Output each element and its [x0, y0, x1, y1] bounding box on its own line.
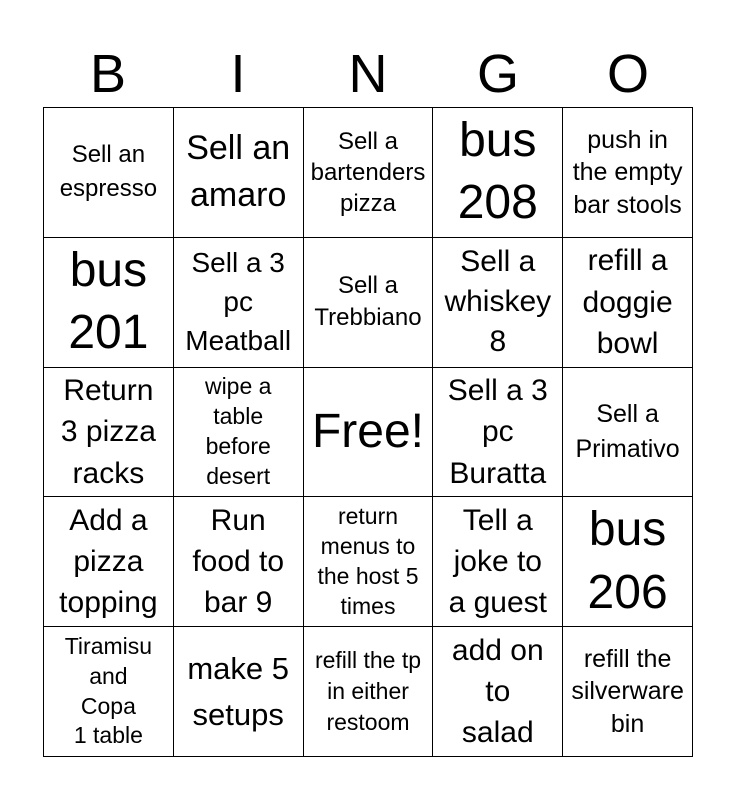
bingo-cell-r5c5[interactable] — [563, 627, 693, 757]
bingo-cell-r2c4[interactable] — [433, 238, 563, 368]
cell-text: Add a pizza topping — [59, 503, 158, 620]
bingo-cell-r2c2[interactable] — [174, 238, 304, 368]
cell-text: Sell a Trebbiano — [314, 271, 422, 332]
header-letter-n: N — [348, 44, 388, 104]
header-letter-b: B — [89, 44, 127, 104]
bingo-cell-r2c5[interactable] — [563, 238, 693, 368]
bingo-cell-r3c1[interactable] — [44, 368, 174, 498]
cell-text: Sell a 3 pc Meatball — [185, 247, 292, 356]
cell-text: push in the empty bar stools — [572, 125, 683, 219]
bingo-card-grid — [43, 107, 693, 757]
cell-text: bus 206 — [587, 503, 668, 619]
bingo-cell-r5c3[interactable] — [304, 627, 434, 757]
cell-text: Run food to bar 9 — [192, 503, 285, 620]
cell-text: Sell a bartenders pizza — [310, 127, 426, 217]
cell-text: refill the tp in either restoom — [314, 646, 422, 736]
header-letter-g: G — [476, 44, 519, 104]
bingo-cell-r5c4[interactable] — [433, 627, 563, 757]
cell-text: Sell a whiskey 8 — [444, 244, 552, 359]
cell-text: return menus to the host 5 times — [317, 503, 419, 619]
cell-text: refill a doggie bowl — [582, 244, 673, 360]
bingo-cell-r1c5[interactable] — [563, 108, 693, 238]
bingo-cell-r2c3[interactable] — [304, 238, 434, 368]
bingo-cell-r3c5[interactable] — [563, 368, 693, 498]
bingo-cell-r1c2[interactable] — [174, 108, 304, 238]
cell-text: Sell a 3 pc Buratta — [447, 373, 548, 490]
header-letter-i: I — [230, 44, 246, 104]
cell-text: Sell an espresso — [59, 140, 158, 203]
cell-text: Tell a joke to a guest — [448, 503, 547, 620]
bingo-cell-r1c3[interactable] — [304, 108, 434, 238]
bingo-cell-r1c4[interactable] — [433, 108, 563, 238]
cell-text: bus 208 — [457, 114, 538, 230]
bingo-cell-r4c5[interactable] — [563, 497, 693, 627]
bingo-cell-r4c3[interactable] — [304, 497, 434, 627]
header-letter-o: O — [606, 44, 649, 104]
bingo-cell-r1c1[interactable] — [44, 108, 174, 238]
cell-text: add on to salad — [451, 633, 544, 750]
bingo-cell-r5c2[interactable] — [174, 627, 304, 757]
cell-text: make 5 setups — [187, 650, 290, 732]
bingo-cell-r4c2[interactable] — [174, 497, 304, 627]
bingo-cell-r4c1[interactable] — [44, 497, 174, 627]
free-space-text: Free! — [311, 405, 424, 459]
cell-text: bus 201 — [68, 243, 149, 360]
cell-text: Return 3 pizza racks — [60, 373, 156, 490]
cell-text: Sell an amaro — [186, 128, 291, 215]
bingo-cell-r5c1[interactable] — [44, 627, 174, 757]
cell-text: wipe a table before desert — [204, 373, 272, 489]
bingo-cell-r2c1[interactable] — [44, 238, 174, 368]
bingo-cell-r3c2[interactable] — [174, 368, 304, 498]
bingo-cell-r3c4[interactable] — [433, 368, 563, 498]
cell-text: Sell a Primativo — [575, 399, 680, 463]
cell-text: refill the silverware bin — [571, 644, 684, 738]
bingo-header — [43, 42, 693, 106]
cell-text: Tiramisu and Copa 1 table — [64, 632, 153, 749]
bingo-cell-free[interactable] — [304, 368, 434, 498]
bingo-cell-r4c4[interactable] — [433, 497, 563, 627]
